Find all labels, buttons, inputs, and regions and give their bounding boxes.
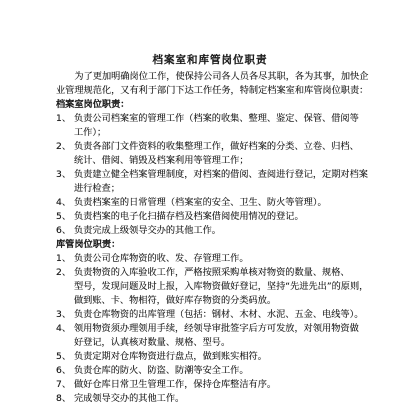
list-item	[56, 392, 384, 406]
list-item	[56, 378, 384, 392]
item-text: 完成领导交办的其他工作。	[74, 393, 185, 404]
item-number: 3、	[56, 169, 72, 180]
intro-line: 为了更加明确岗位工作，使保持公司各人员各尽其职，各为其事，加快企	[74, 71, 369, 82]
list-item	[56, 364, 384, 378]
intro-line: 业管理规范化，又有利于部门下达工作任务，特制定档案室和库管岗位职责：	[56, 85, 369, 96]
document-body	[56, 70, 384, 406]
item-text-continuation: 好登记，认真核对数量、规格、型号。	[74, 337, 231, 348]
item-text-continuation: 型号，发现问题及时上报，入库物资做好登记，坚持“先进先出”的原则，	[74, 281, 369, 292]
list-item	[56, 252, 384, 266]
item-number: 2、	[56, 141, 72, 152]
item-number: 2、	[56, 267, 72, 278]
item-text: 领用物资须办理领用手续，经领导审批签字后方可发放，对领用物资做	[74, 323, 359, 334]
section-heading-archive: 档案室岗位职责：	[56, 99, 130, 110]
item-text: 负责各部门文件资料的收集整理工作，做好档案的分类、立卷、归档、	[74, 141, 359, 152]
item-number: 3、	[56, 309, 72, 320]
intro-paragraph	[56, 70, 384, 98]
item-number: 5、	[56, 211, 72, 222]
list-item	[56, 322, 384, 350]
item-text: 负责建立健全档案管理制度，对档案的借阅、查阅进行登记，定期对档案	[74, 169, 368, 180]
item-text: 负责定期对仓库物资进行盘点，做到账实相符。	[74, 351, 267, 362]
item-number: 6、	[56, 365, 72, 376]
item-number: 7、	[56, 379, 72, 390]
item-number: 1、	[56, 253, 72, 264]
list-item	[56, 224, 384, 238]
item-text: 负责档案室的日常管理（档案室的安全、卫生、防火等管理）。	[74, 197, 327, 208]
item-text: 负责物资的入库验收工作，严格按照采购单核对物资的数量、规格、	[74, 267, 350, 278]
item-text: 负责公司档案室的管理工作（档案的收集、整理、鉴定、保管、借阅等	[74, 113, 359, 124]
item-number: 4、	[56, 197, 72, 208]
list-item	[56, 196, 384, 210]
item-text-continuation: 做到账、卡、物相符，做好库存物资的分类码放。	[74, 295, 277, 306]
list-item	[56, 168, 384, 196]
list-item	[56, 308, 384, 322]
item-text: 负责仓库的防火、防盗、防潮等安全工作。	[74, 365, 249, 376]
item-text: 做好仓库日常卫生管理工作，保持仓库整洁有序。	[74, 379, 277, 390]
item-text: 负责完成上级领导交办的其他工作。	[74, 225, 221, 236]
item-text: 负责仓库物资的出库管理（包括：钢材、木材、水泥、五金、电线等）。	[74, 309, 364, 320]
item-number: 1、	[56, 113, 72, 124]
item-text-continuation: 统计、借阅、销毁及档案利用等管理工作；	[74, 155, 249, 166]
item-number: 8、	[56, 393, 72, 404]
item-text-continuation: 工作）；	[74, 127, 107, 138]
item-number: 6、	[56, 225, 72, 236]
item-text: 负责公司仓库物资的收、发、存管理工作。	[74, 253, 249, 264]
list-item	[56, 210, 384, 224]
item-number: 4、	[56, 323, 72, 334]
list-item	[56, 350, 384, 364]
list-item	[56, 266, 384, 308]
section-heading-warehouse: 库管岗位职责：	[56, 239, 121, 250]
list-item	[56, 140, 384, 168]
item-number: 5、	[56, 351, 72, 362]
item-text: 负责档案的电子化扫描存档及档案借阅使用情况的登记。	[74, 211, 304, 222]
document-title: 档案室和库管岗位职责	[152, 54, 268, 66]
list-item	[56, 112, 384, 140]
item-text-continuation: 进行检查；	[74, 183, 120, 194]
